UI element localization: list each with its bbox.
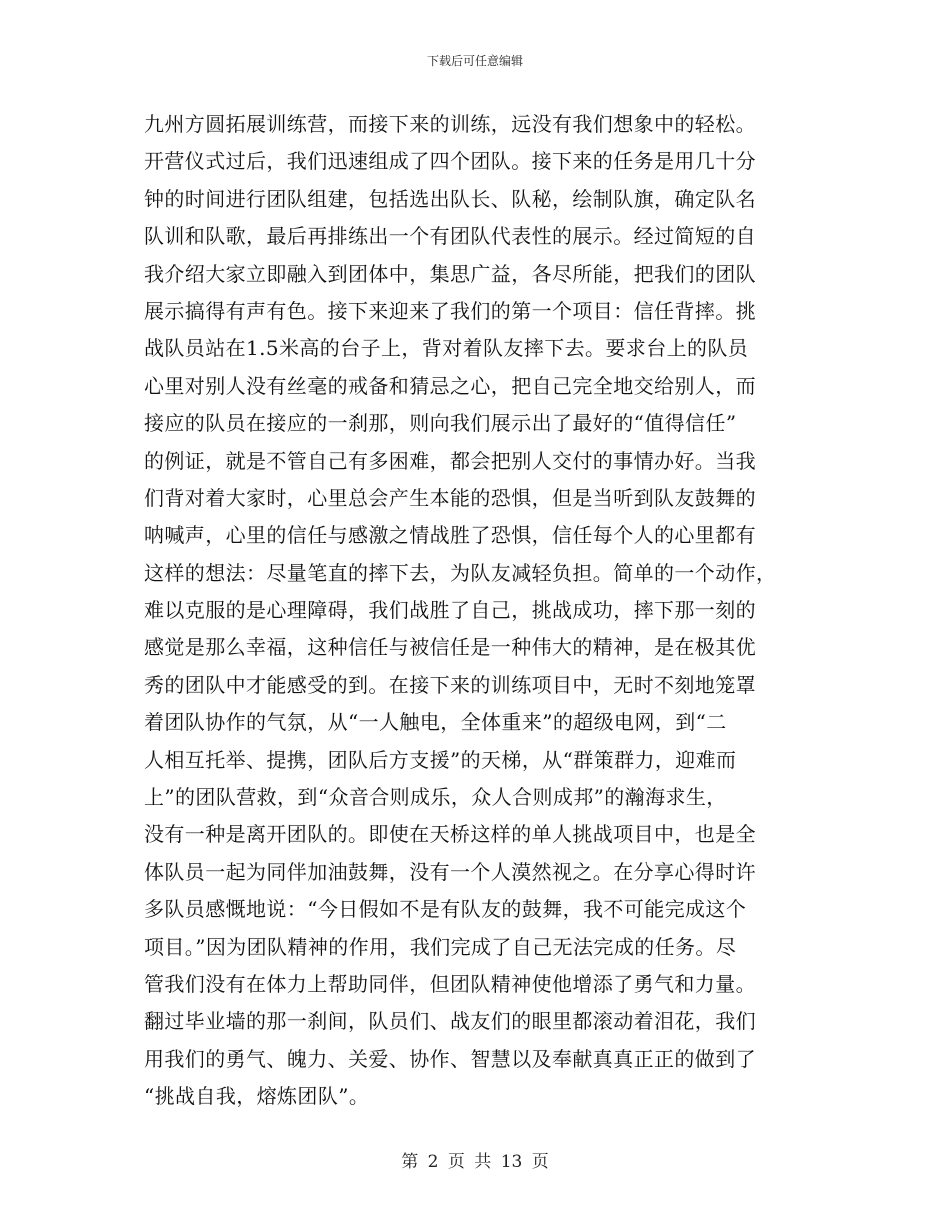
body-line: 展示搞得有声有色。接下来迎来了我们的第一个项目：信任背摔。挑 <box>144 298 756 323</box>
body-line: 着团队协作的气氛，从“一人触电，全体重来”的超级电网，到“二 <box>144 710 727 735</box>
body-line: 心里对别人没有丝毫的戒备和猜忌之心，把自己完全地交给别人，而 <box>144 373 756 398</box>
body-line: 多队员感慨地说：“今日假如不是有队友的鼓舞，我不可能完成这个 <box>144 897 747 922</box>
body-line: “挑战自我，熔炼团队”。 <box>144 1084 370 1109</box>
body-line: 的例证，就是不管自己有多困难，都会把别人交付的事情办好。当我 <box>144 448 756 473</box>
body-line: 我介绍大家立即融入到团体中，集思广益，各尽所能，把我们的团队 <box>144 261 756 286</box>
document-body <box>144 106 804 1116</box>
body-line: 战队员站在1.5米高的台子上，背对着队友摔下去。要求台上的队员 <box>144 336 749 361</box>
body-line: 秀的团队中才能感受的到。在接下来的训练项目中，无时不刻地笼罩 <box>144 672 756 697</box>
body-line: 开营仪式过后，我们迅速组成了四个团队。接下来的任务是用几十分 <box>144 149 756 174</box>
body-line: 感觉是那么幸福，这种信任与被信任是一种伟大的精神，是在极其优 <box>144 635 756 660</box>
body-line: 们背对着大家时，心里总会产生本能的恐惧，但是当听到队友鼓舞的 <box>144 485 756 510</box>
body-line: 九州方圆拓展训练营，而接下来的训练，远没有我们想象中的轻松。 <box>144 112 756 136</box>
body-line: 难以克服的是心理障碍，我们战胜了自己，挑战成功，摔下那一刻的 <box>144 598 756 623</box>
body-line: 上”的团队营救，到“众音合则成乐，众人合则成邦”的瀚海求生， <box>144 785 727 810</box>
body-line: 这样的想法：尽量笔直的摔下去，为队友减轻负担。简单的一个动作， <box>144 560 777 585</box>
page-header: 下载后可任意编辑 <box>426 54 523 68</box>
page-number-footer: 第 2 页 共 13 页 <box>401 1152 549 1172</box>
body-line: 管我们没有在体力上帮助同伴，但团队精神使他增添了勇气和力量。 <box>144 971 756 996</box>
body-line: 人相互托举、提携，团队后方支援”的天梯，从“群策群力，迎难而 <box>144 747 737 772</box>
body-line: 没有一种是离开团队的。即使在天桥这样的单人挑战项目中，也是全 <box>144 822 756 847</box>
body-line: 队训和队歌，最后再排练出一个有团队代表性的展示。经过简短的自 <box>144 224 756 249</box>
body-line: 呐喊声，心里的信任与感激之情战胜了恐惧，信任每个人的心里都有 <box>144 523 756 548</box>
body-line: 项目。”因为团队精神的作用，我们完成了自己无法完成的任务。尽 <box>144 934 737 959</box>
body-line: 接应的队员在接应的一刹那，则向我们展示出了最好的“值得信任” <box>144 411 737 436</box>
body-line: 翻过毕业墙的那一刹间，队员们、战友们的眼里都滚动着泪花，我们 <box>144 1009 756 1034</box>
body-line: 钟的时间进行团队组建，包括选出队长、队秘，绘制队旗，确定队名 <box>144 186 756 211</box>
body-line: 体队员一起为同伴加油鼓舞，没有一个人漠然视之。在分享心得时许 <box>144 859 756 884</box>
body-line: 用我们的勇气、魄力、关爱、协作、智慧以及奉献真真正正的做到了 <box>144 1046 756 1071</box>
